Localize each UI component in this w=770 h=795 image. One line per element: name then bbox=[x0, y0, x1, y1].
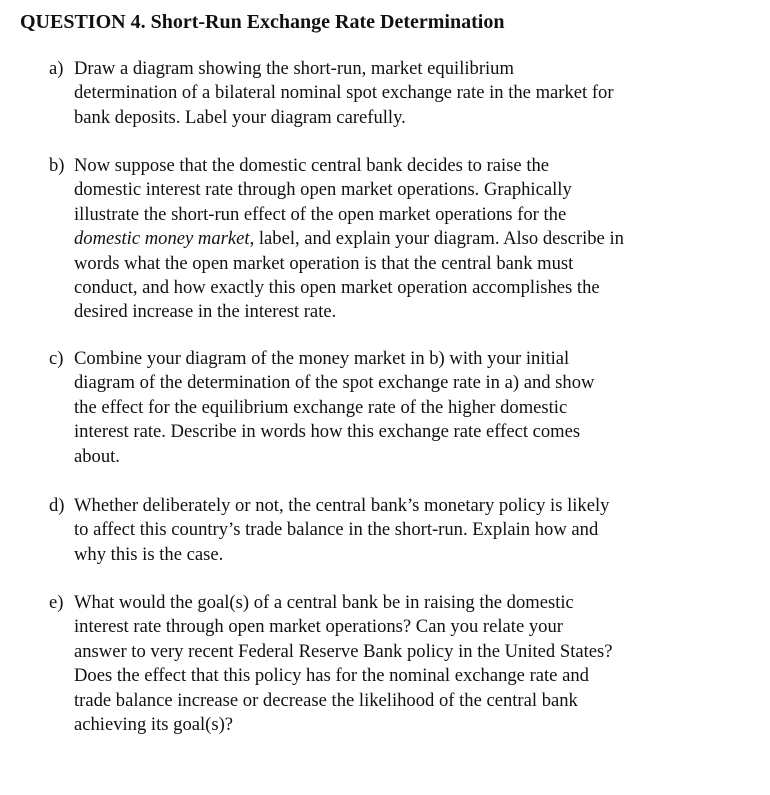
question-c-label: c) bbox=[49, 348, 64, 369]
question-c-line: interest rate. Describe in words how this exchange rate effect comes bbox=[74, 421, 581, 443]
question-b-text bbox=[74, 154, 754, 325]
question-d-line: to affect this country’s trade balance in the short-run. Explain how and bbox=[74, 519, 599, 541]
question-d-label: d) bbox=[49, 495, 65, 516]
question-c bbox=[49, 347, 754, 469]
question-e-line: achieving its goal(s)? bbox=[74, 714, 234, 736]
question-b bbox=[49, 154, 754, 325]
question-c-line: about. bbox=[74, 445, 120, 467]
question-c-line: diagram of the determination of the spot exchange rate in a) and show bbox=[74, 372, 595, 394]
question-a-label: a) bbox=[49, 58, 64, 79]
question-b-line: words what the open market operation is that the central bank must bbox=[74, 252, 574, 274]
question-e-line: interest rate through open market operations? Can you relate your bbox=[74, 616, 563, 638]
question-a-text bbox=[74, 57, 754, 130]
question-e-text bbox=[74, 591, 754, 737]
question-d-text bbox=[74, 494, 754, 567]
question-e-line: Does the effect that this policy has for the nominal exchange rate and bbox=[74, 665, 589, 687]
question-b-line: illustrate the short-run effect of the open market operations for the bbox=[74, 203, 567, 225]
question-b-line: Now suppose that the domestic central bank decides to raise the bbox=[74, 155, 550, 176]
question-c-text bbox=[74, 347, 754, 469]
question-a-line: Draw a diagram showing the short-run, market equilibrium bbox=[74, 58, 514, 79]
question-b-line-rest: , label, and explain your diagram. Also describe in bbox=[249, 228, 624, 250]
question-d bbox=[49, 494, 754, 567]
question-a-line: bank deposits. Label your diagram carefully. bbox=[74, 106, 406, 128]
question-e-line: What would the goal(s) of a central bank be in raising the domestic bbox=[74, 592, 574, 613]
question-c-line: the effect for the equilibrium exchange rate of the higher domestic bbox=[74, 396, 568, 418]
question-title: QUESTION 4. Short-Run Exchange Rate Determination bbox=[20, 11, 505, 33]
question-e bbox=[49, 591, 754, 737]
italic-term-domestic-money-market: domestic money market bbox=[74, 228, 250, 250]
question-a-line: determination of a bilateral nominal spot exchange rate in the market for bbox=[74, 82, 614, 104]
question-b-line: domestic interest rate through open market operations. Graphically bbox=[74, 179, 572, 201]
question-e-line: answer to very recent Federal Reserve Bank policy in the United States? bbox=[74, 640, 613, 662]
question-c-line: Combine your diagram of the money market in b) with your initial bbox=[74, 348, 570, 369]
question-d-line: why this is the case. bbox=[74, 543, 224, 565]
question-d-line: Whether deliberately or not, the central bank’s monetary policy is likely bbox=[74, 495, 610, 516]
question-e-line: trade balance increase or decrease the likelihood of the central bank bbox=[74, 689, 578, 711]
question-a bbox=[49, 57, 754, 130]
question-e-label: e) bbox=[49, 592, 64, 613]
question-b-label: b) bbox=[49, 155, 65, 176]
question-b-line bbox=[74, 227, 754, 251]
question-b-line: conduct, and how exactly this open market operation accomplishes the bbox=[74, 277, 600, 299]
question-b-line: desired increase in the interest rate. bbox=[74, 301, 337, 323]
